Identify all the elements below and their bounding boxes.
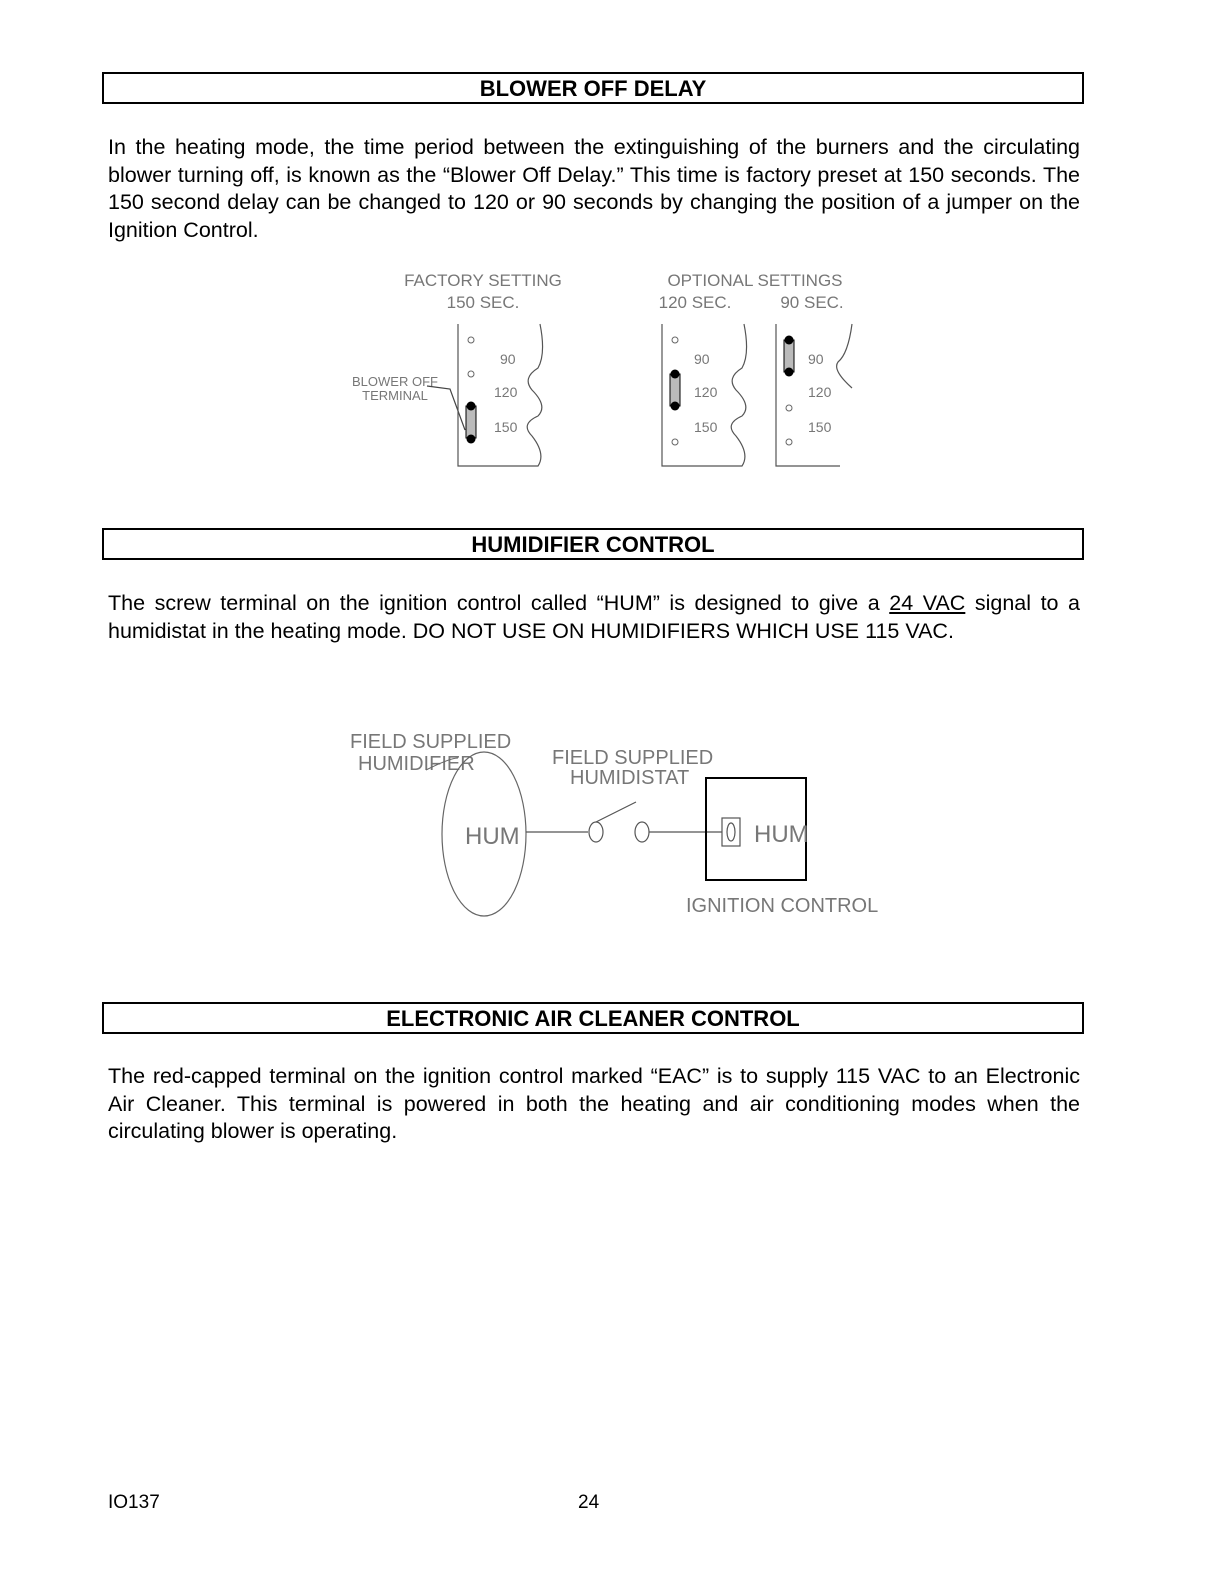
humidifier-label-line1: FIELD SUPPLIED: [350, 731, 512, 753]
humidifier-text-before: The screw terminal on the ignition control called “HUM” is designed to give a: [108, 591, 890, 615]
blower-off-terminal-label-line1: BLOWER OFF: [352, 374, 438, 389]
section-header-humidifier-control: HUMIDIFIER CONTROL: [102, 528, 1084, 560]
pin-label-120: 120: [694, 384, 718, 400]
terminal-leader-line: [427, 386, 465, 430]
pin-label-90: 90: [808, 351, 824, 367]
eac-control-paragraph: The red-capped terminal on the ignition control marked “EAC” is to supply 115 VAC to an Electronic Air Cleaner. This terminal is powered in both the heating and air conditioning modes when the circulating blower is operating.: [108, 1064, 1080, 1143]
humidistat-label-line1: FIELD SUPPLIED: [552, 747, 714, 769]
humidifier-control-paragraph: [108, 590, 1080, 645]
pin-label-120: 120: [808, 384, 832, 400]
humidifier-text-after: signal to a humidistat in the heating mode. DO NOT USE ON HUMIDIFIERS WHICH USE 115 VAC.: [108, 591, 1081, 643]
jumper-board-factory: [458, 324, 543, 466]
footer-doc-id: IO137: [108, 1492, 160, 1513]
factory-setting-label: FACTORY SETTING: [404, 271, 562, 290]
blower-off-delay-paragraph: In the heating mode, the time period between the extinguishing of the burners and the circulating blower turning off, is known as the “Blower Off Delay.” This time is factory preset at 150 seconds. The 150 second delay can be changed to 120 or 90 seconds by changing the position of a jumper on the Ignition Control.: [108, 135, 1080, 242]
pin-label-150: 150: [694, 419, 718, 435]
ignition-control-label: IGNITION CONTROL: [686, 895, 879, 917]
pin-label-120: 120: [494, 384, 518, 400]
switch-blade: [596, 802, 636, 822]
pin-label-150: 150: [808, 419, 832, 435]
humidistat-label-line2: HUMIDISTAT: [570, 767, 690, 789]
factory-setting-value: 150 SEC.: [446, 293, 520, 312]
humidifier-label-line2: HUMIDIFIER: [358, 753, 475, 775]
jumper-board-optional-90: [776, 324, 852, 466]
humidifier-text-24vac: 24 VAC: [889, 591, 966, 615]
switch-terminal-right: [635, 822, 649, 842]
humidifier-hum-text: HUM: [465, 823, 520, 850]
hum-screw-head: [727, 823, 735, 841]
section-header-blower-off-delay: BLOWER OFF DELAY: [102, 72, 1084, 104]
blower-off-terminal-label-line2: TERMINAL: [362, 388, 428, 403]
optional-setting-value-90: 90 SEC.: [780, 293, 844, 312]
humidifier-wiring-diagram: [340, 722, 879, 922]
jumper-board-optional-120: [662, 324, 747, 466]
jumper-settings-diagram: [300, 262, 880, 474]
footer-page-number: 24: [578, 1492, 600, 1513]
control-hum-text: HUM: [754, 821, 809, 848]
pin-label-90: 90: [694, 351, 710, 367]
switch-terminal-left: [589, 822, 603, 842]
pin-label-90: 90: [500, 351, 516, 367]
optional-settings-label: OPTIONAL SETTINGS: [667, 271, 843, 290]
hum-screw-terminal: [722, 818, 740, 846]
section-header-eac-control: ELECTRONIC AIR CLEANER CONTROL: [102, 1002, 1084, 1034]
optional-setting-value-120: 120 SEC.: [658, 293, 732, 312]
pin-label-150: 150: [494, 419, 518, 435]
